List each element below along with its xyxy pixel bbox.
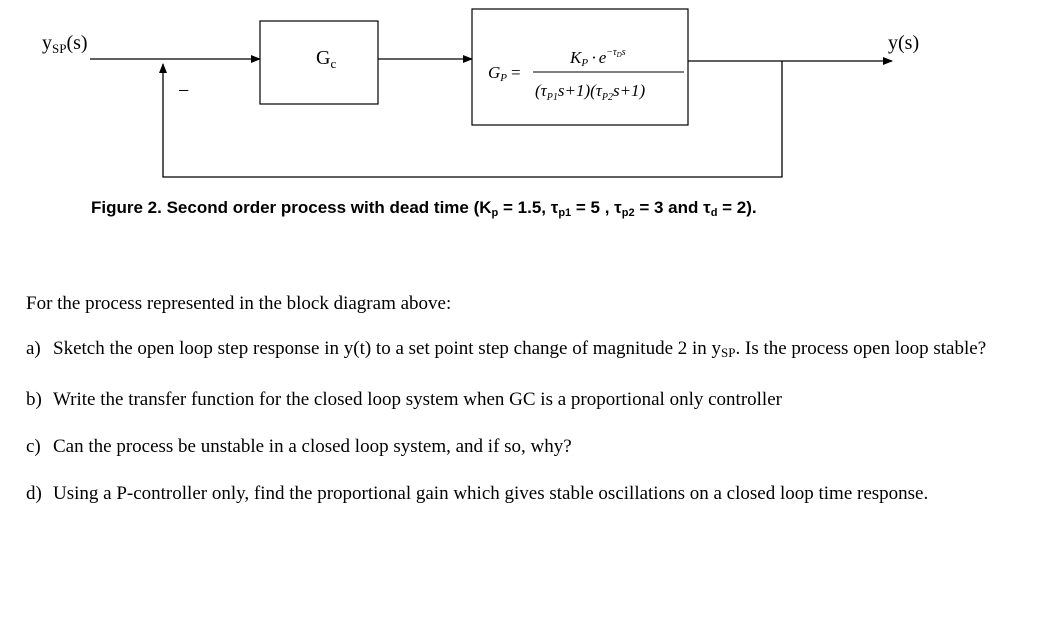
- figure-caption: Figure 2. Second order process with dead time ($K_p = 1.5$, $\tau_{p1} = 5$ , $\tau_{p2} = 3$ and $\tau_d = 2$).: [91, 198, 757, 219]
- problem-text: [26, 292, 1016, 529]
- question-c: [26, 435, 1016, 458]
- question-d: [26, 482, 1016, 505]
- question-text: Using a P-controller only, find the proportional gain which gives stable oscillations on a closed loop time response.: [53, 483, 929, 504]
- process-lhs: GP =: [488, 63, 521, 84]
- input-label: $y_{SP}(s)$: [42, 32, 88, 56]
- question-text: Can the process be unstable in a closed loop system, and if so, why?: [53, 436, 572, 457]
- feedback-sign: −: [178, 80, 190, 102]
- question-a: [26, 337, 1016, 364]
- question-letter: c): [26, 436, 41, 457]
- question-letter: a): [26, 338, 41, 359]
- process-block: [472, 9, 688, 125]
- block-diagram: [0, 0, 1044, 200]
- controller-label: $G_c$: [316, 47, 337, 71]
- process-numerator: KP · $e^{-\tau}Ds$: [570, 47, 626, 69]
- question-text: Sketch the open loop step response in y(t) to a set point step change of magnitude 2 in $y_{SP}$. Is the process open loop stable?: [53, 338, 987, 360]
- output-label: y(s): [888, 32, 920, 54]
- question-letter: d): [26, 483, 42, 504]
- question-letter: b): [26, 389, 42, 410]
- intro-paragraph: For the process represented in the block diagram above:: [26, 293, 452, 314]
- process-denominator: $(\tau_{P1}s+1)(\tau_{P2}s+1)$: [535, 81, 646, 103]
- question-text: Write the transfer function for the closed loop system when GC is a proportional only controller: [53, 389, 782, 410]
- question-b: [26, 388, 1016, 411]
